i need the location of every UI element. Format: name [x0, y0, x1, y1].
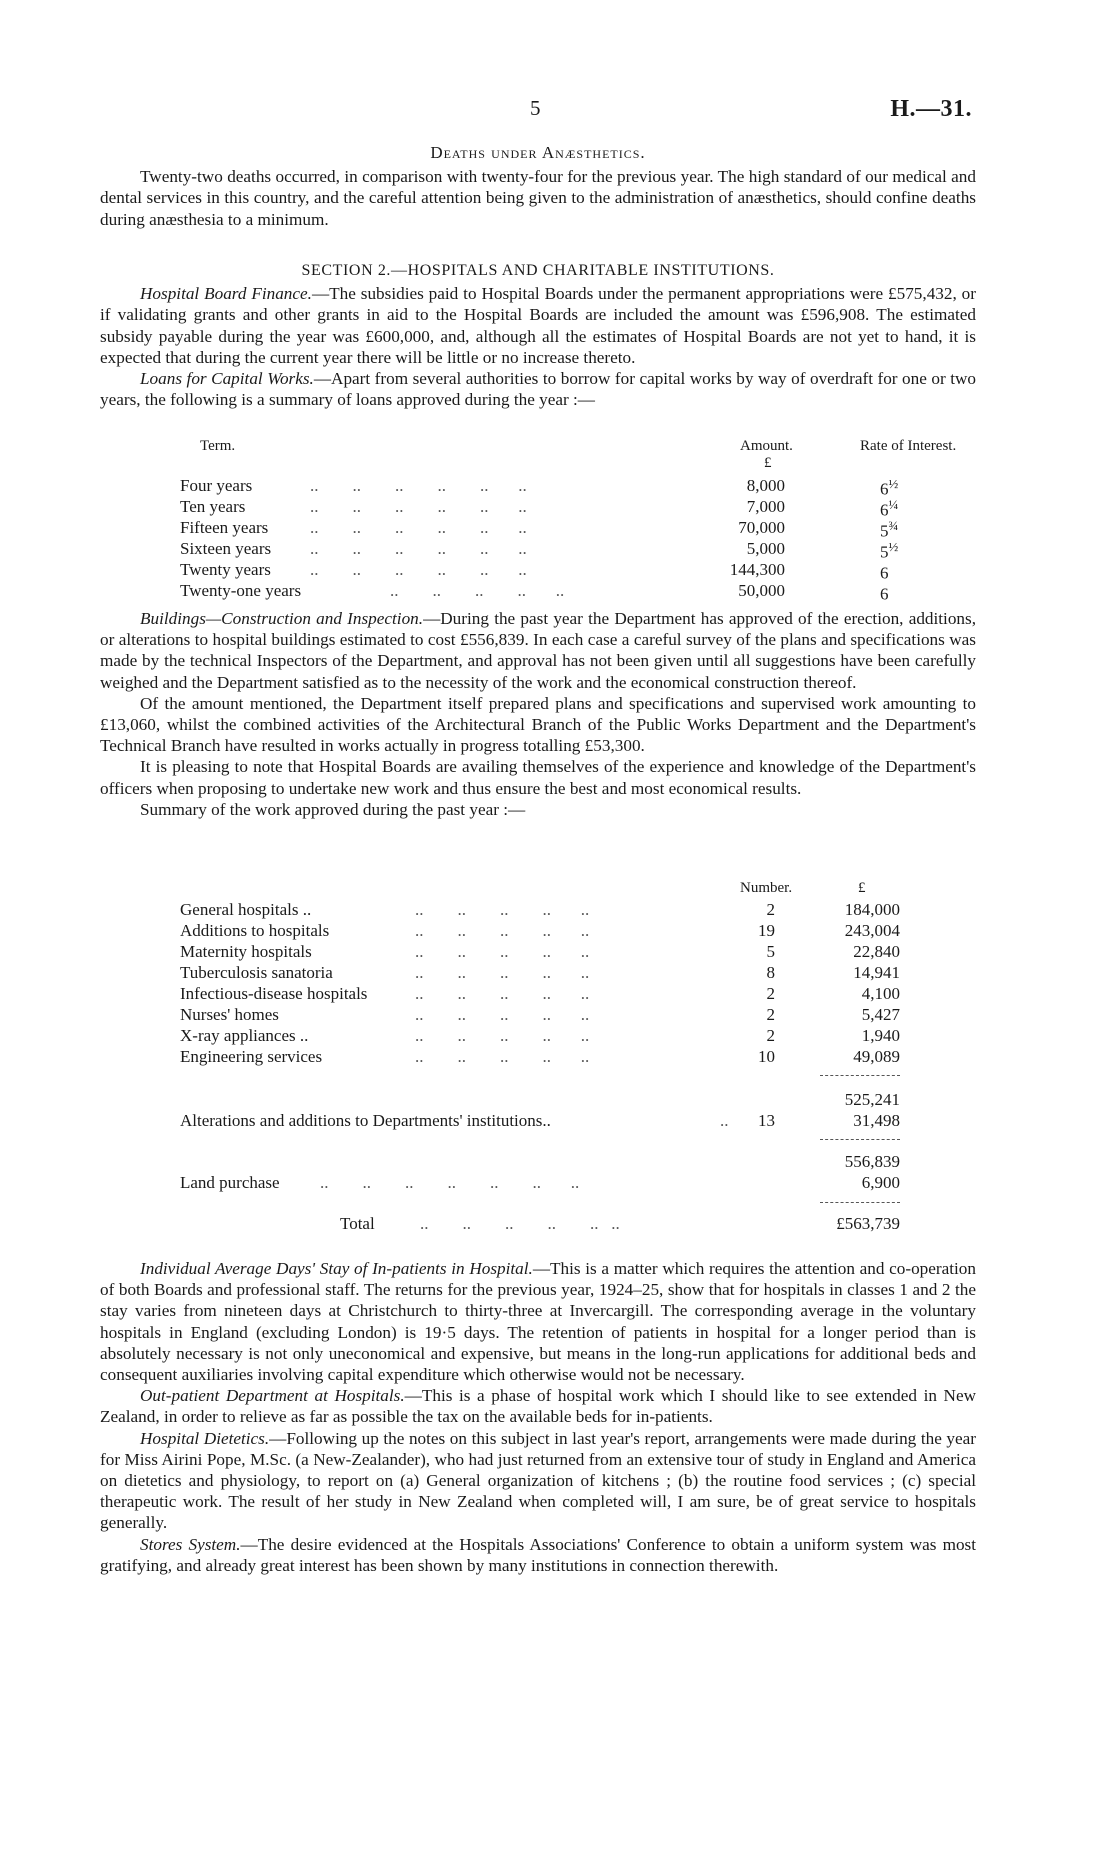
subtotal-amount: 525,241: [844, 1090, 900, 1109]
loans-text: —Apart from several authorities to borrow for capital works by way of overdraft for one or two years, the following is a summary of loans approved during the year :—: [100, 369, 976, 410]
total-rule: [820, 1202, 900, 1203]
buildings-text-1: —During the past year the Department has approved of the erection, additions, or alterations to hospital buildings estimated to cost £556,839. In each case a careful survey of the plans and specifications was made by the technical Inspectors of the Department, and approval has not been given until all suggestions have been carefully weighed and the Department satisfied as to the necessity of the work and the economical construction thereof.: [100, 609, 977, 692]
loan-rate-whole: 6: [880, 584, 889, 604]
leader-dots: .. .. .. .. ..: [415, 1026, 590, 1045]
section-2: [100, 260, 976, 410]
work-row: [180, 942, 980, 963]
buildings-paragraph-2: Of the amount mentioned, the Department itself prepared plans and specifications and supervised work amounting to £13,060, whilst the combined activities of the Architectural Branch of the Public Works Department and the Department's Technical Branch have resulted in works actually in progress totalling £53,300.: [100, 693, 976, 756]
leader-dots: .. .. .. .. .. .. ..: [320, 1173, 580, 1192]
leader-dots: .. .. .. .. ..: [415, 963, 590, 982]
section-2-heading: SECTION 2.—HOSPITALS AND CHARITABLE INSTITUTIONS.: [301, 262, 775, 279]
loan-amount: 5,000: [746, 539, 785, 558]
work-number: 2: [766, 1026, 775, 1045]
land-label: Land purchase: [180, 1173, 280, 1192]
work-label: X-ray appliances ..: [180, 1026, 309, 1045]
work-amount: 49,089: [853, 1047, 900, 1066]
loan-row: [180, 560, 980, 581]
loan-term: Sixteen years: [180, 539, 272, 558]
deaths-heading: Deaths under Anæsthetics.: [430, 143, 646, 162]
work-row: [180, 1047, 980, 1068]
work-amount: 5,427: [861, 1005, 900, 1024]
dietetics-paragraph: [100, 1428, 976, 1534]
loan-rate-fraction: ¼: [888, 497, 899, 512]
subtotal-rule: [820, 1075, 900, 1076]
leader-dots: .. .. .. .. .. ..: [310, 539, 527, 558]
subtotal-row: [180, 1152, 980, 1173]
work-label: Additions to hospitals: [180, 921, 330, 940]
leader-dots: .. .. .. .. ..: [415, 984, 590, 1003]
land-amount: 6,900: [861, 1173, 900, 1192]
loans-col-rate: Rate of Interest.: [860, 438, 957, 454]
work-row: [180, 921, 980, 942]
work-amount: 1,940: [861, 1026, 900, 1045]
leader-dots: .. .. .. .. ..: [415, 1047, 590, 1066]
buildings-paragraph-3: It is pleasing to note that Hospital Boards are availing themselves of the experience and knowledge of the Department's officers when proposing to undertake new work and thus ensure the best and most economical results.: [100, 757, 976, 798]
work-summary-table: [180, 880, 980, 1240]
loan-term: Ten years: [180, 497, 246, 516]
leader-dots: .. .. .. .. ..: [415, 900, 590, 919]
alterations-row: [180, 1111, 980, 1132]
work-label: Infectious-disease hospitals: [180, 984, 368, 1003]
finance-text: —The subsidies paid to Hospital Boards under the permanent appropriations were £575,432, or if validating grants and other grants in aid to the Hospital Boards are included the amount was £596,908. The estimated subsidy payable during the year was £600,000, and, although all the estimates of Hospital Boards are not yet to hand, it is expected that during the current year there will be little or no increase thereto.: [100, 284, 976, 367]
work-label: General hospitals ..: [180, 900, 312, 919]
work-row: [180, 984, 980, 1005]
loan-term: Fifteen years: [180, 518, 269, 537]
leader-dots: .. .. .. .. ..: [390, 581, 565, 600]
buildings-section: [100, 608, 976, 820]
leader-dots: ..: [720, 1111, 729, 1130]
loan-amount: 70,000: [738, 518, 785, 537]
dietetics-lead: Hospital Dietetics.: [140, 1428, 270, 1448]
subtotal-row: [180, 1090, 980, 1111]
work-row: [180, 963, 980, 984]
loan-rate-fraction: ½: [888, 476, 899, 491]
stay-paragraph: [100, 1258, 976, 1385]
loan-amount: 50,000: [738, 581, 785, 600]
total-label: Total: [340, 1214, 375, 1233]
work-number: 19: [758, 921, 775, 940]
loans-col-amount-unit: £: [764, 455, 772, 471]
loans-col-term: Term.: [200, 438, 236, 454]
stay-text: —This is a matter which requires the attention and co-operation of both Boards and professional staff. The returns for the previous year, 1924–25, show that for hospitals in classes 1 and 2 the stay varies from nineteen days at Christchurch to thirty-three at Invercargill. The corresponding average in the voluntary hospitals in England (excluding London) is 19·5 days. The retention of patients in hospital for a longer period than is absolutely necessary is not only uneconomical and expensive, but means in the long-run applications for additional beds and consequent auxiliaries involving capital expenditure which otherwise would not be necessary.: [100, 1259, 976, 1385]
finance-paragraph: [100, 283, 976, 368]
work-number: 2: [766, 984, 775, 1003]
loan-rate-fraction: ¾: [888, 518, 899, 533]
total-row: [180, 1214, 980, 1235]
loan-term: Four years: [180, 476, 253, 495]
loans-col-amount: Amount.: [740, 438, 793, 454]
loan-rate-whole: 6: [880, 500, 889, 520]
leader-dots: .. .. .. .. .. ..: [310, 518, 527, 537]
work-label: Engineering services: [180, 1047, 323, 1066]
deaths-section: [100, 142, 976, 230]
finance-lead: Hospital Board Finance.: [140, 284, 312, 304]
loans-table: [180, 438, 980, 604]
loan-row: [180, 497, 980, 518]
leader-dots: .. .. .. .. ..: [415, 921, 590, 940]
work-col-number: Number.: [740, 880, 793, 896]
loan-row: [180, 518, 980, 539]
loan-rate-whole: 5: [880, 542, 889, 562]
deaths-paragraph: Twenty-two deaths occurred, in comparison with twenty-four for the previous year. The high standard of our medical and dental services in this country, and the careful attention being given to the administration of anæsthetics, should confine deaths during anæsthesia to a minimum.: [100, 167, 976, 229]
loan-amount: 8,000: [746, 476, 785, 495]
loan-row: [180, 539, 980, 560]
subtotal-amount: 556,839: [844, 1152, 900, 1171]
outpatient-text: —This is a phase of hospital work which I should like to see extended in New Zealand, in order to relieve as far as possible the tax on the available beds for in-patients.: [100, 1386, 976, 1427]
subtotal-rule: [820, 1139, 900, 1140]
work-amount: 14,941: [853, 963, 900, 982]
land-row: [180, 1173, 980, 1194]
outpatient-lead: Out-patient Department at Hospitals.: [140, 1386, 405, 1406]
total-amount: £563,739: [836, 1214, 900, 1233]
stores-paragraph: [100, 1534, 976, 1576]
work-amount: 22,840: [853, 942, 900, 961]
work-number: 2: [766, 1005, 775, 1024]
work-number: 8: [766, 963, 775, 982]
closing-sections: [100, 1258, 976, 1576]
leader-dots: .. .. .. .. .. ..: [310, 560, 527, 579]
alterations-label: Alterations and additions to Departments' institutions..: [180, 1111, 551, 1130]
buildings-paragraph-1: [100, 608, 976, 693]
leader-dots: .. .. .. .. .. ..: [310, 497, 527, 516]
work-number: 5: [766, 942, 775, 961]
alterations-amount: 31,498: [853, 1111, 900, 1130]
work-number: 2: [766, 900, 775, 919]
work-row: [180, 1026, 980, 1047]
work-label: Maternity hospitals: [180, 942, 312, 961]
loan-rate-whole: 6: [880, 479, 889, 499]
alterations-number: 13: [758, 1111, 775, 1130]
document-reference: H.—31.: [890, 96, 972, 122]
buildings-paragraph-4: Summary of the work approved during the past year :—: [140, 799, 526, 819]
outpatient-paragraph: [100, 1385, 976, 1427]
leader-dots: .. .. .. .. ..: [415, 942, 590, 961]
loan-rate-whole: 6: [880, 563, 889, 583]
leader-dots: .. .. .. .. ..: [415, 1005, 590, 1024]
work-row: [180, 1005, 980, 1026]
loan-row: [180, 581, 980, 602]
loan-row: [180, 476, 980, 497]
leader-dots: .. .. .. .. .. ..: [420, 1214, 620, 1233]
loans-paragraph: [100, 368, 976, 410]
work-amount: 184,000: [844, 900, 900, 919]
work-number: 10: [758, 1047, 775, 1066]
loans-lead: Loans for Capital Works.: [140, 369, 314, 389]
work-label: Nurses' homes: [180, 1005, 279, 1024]
work-col-amount-unit: £: [858, 880, 866, 896]
work-amount: 243,004: [844, 921, 900, 940]
stores-lead: Stores System.: [140, 1534, 241, 1554]
loan-term: Twenty years: [180, 560, 271, 579]
loan-term: Twenty-one years: [180, 581, 302, 600]
loan-rate-whole: 5: [880, 521, 889, 541]
buildings-lead: Buildings—Construction and Inspection.: [140, 609, 424, 628]
loan-rate: [880, 581, 889, 605]
work-label: Tuberculosis sanatoria: [180, 963, 333, 982]
stores-text: —The desire evidenced at the Hospitals Associations' Conference to obtain a uniform system was most gratifying, and already great interest has been shown by many institutions in connection therewith.: [100, 1534, 977, 1575]
loan-amount: 7,000: [746, 497, 785, 516]
loan-amount: 144,300: [729, 560, 785, 579]
work-row: [180, 900, 980, 921]
stay-lead: Individual Average Days' Stay of In-patients in Hospital.: [140, 1259, 533, 1278]
leader-dots: .. .. .. .. .. ..: [310, 476, 527, 495]
dietetics-text: —Following up the notes on this subject in last year's report, arrangements were made during the year for Miss Airini Pope, M.Sc. (a New-Zealander), who had just returned from an extensive tour of study in England and America on dietetics and physiology, to report on (a) General organization of kitchens ; (b) the routine food services ; (c) special therapeutic work. The result of her study in New Zealand when completed will, I am sure, be of great service to hospitals generally.: [100, 1428, 976, 1533]
loan-rate-fraction: ½: [888, 539, 899, 554]
page-number: 5: [530, 96, 541, 120]
work-amount: 4,100: [861, 984, 900, 1003]
